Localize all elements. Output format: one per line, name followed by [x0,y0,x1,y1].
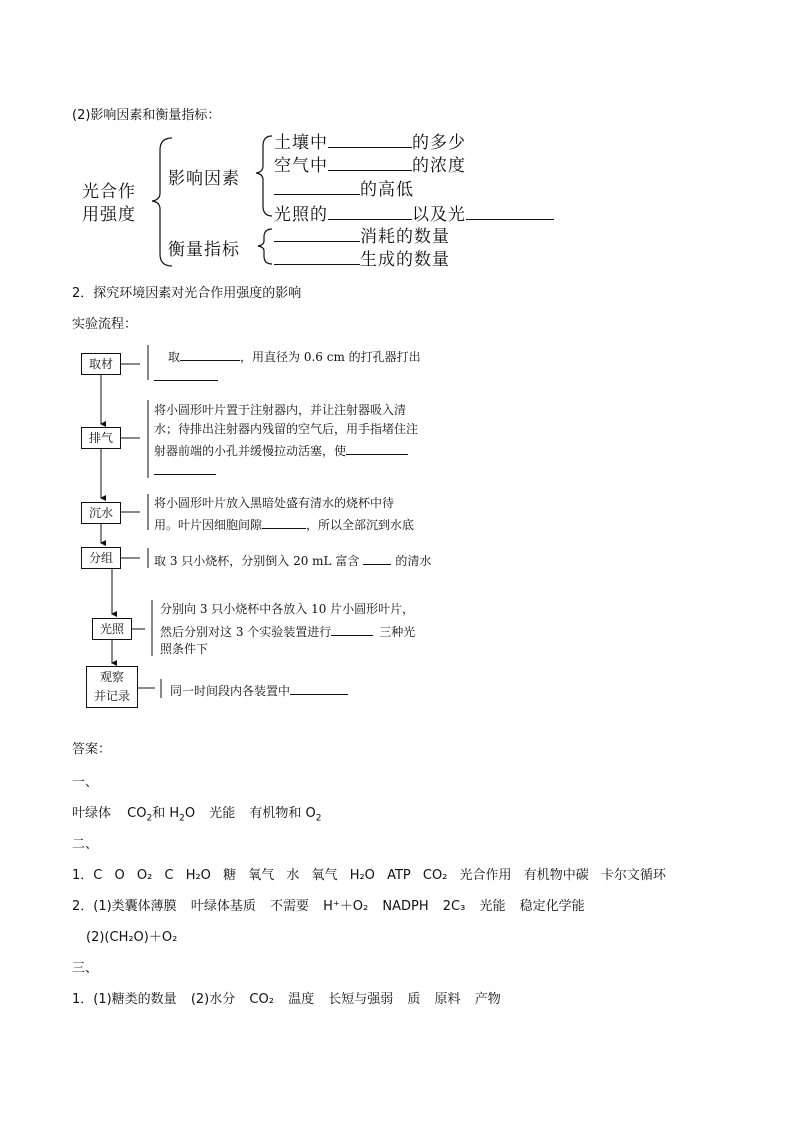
step-box-observe: 观察 并记录 [86,666,138,708]
blank[interactable] [363,550,391,565]
step2-line3: 射器前端的小孔并缓慢拉动活塞，使 [154,440,408,459]
answers-part3-line1: 1．(1)糖类的数量 (2)水分 CO₂ 温度 长短与强弱 质 原料 产物 [72,992,501,1007]
step-box-group: 分组 [81,547,121,569]
step-box-sampling: 取材 [81,353,121,375]
blank[interactable] [154,460,216,475]
blank[interactable] [290,680,348,695]
indicator-produced: 生成的数量 [274,245,450,270]
root-label-line1: 光合作 [82,182,136,202]
step2-line1: 将小圆形叶片置于注射器内，并让注射器吸入清 [154,403,407,417]
flow-label: 实验流程： [72,317,138,332]
experiment-heading: 2．探究环境因素对光合作用强度的影响 [72,286,302,301]
step6-text: 同一时间段内各装置中 [170,680,348,699]
answers-part3-label: 三、 [72,961,99,976]
section-heading: (2)影响因素和衡量指标： [72,108,221,123]
step5-line3: 照条件下 [160,642,209,656]
step2-blank-line4 [154,460,216,479]
factor-light: 光照的 以及光 [274,200,554,225]
answers-part2-line2: 2．(1)类囊体薄膜 叶绿体基质 不需要 H⁺＋O₂ NADPH 2C₃ 光能 稳定化学能 [72,899,585,914]
blank[interactable] [262,514,306,529]
blank[interactable] [331,621,373,636]
step3-line1: 将小圆形叶片放入黑暗处盛有清水的烧杯中待 [154,496,395,510]
step2-line2: 水；待排出注射器内残留的空气后，用手指堵住注 [154,422,419,436]
factor-air: 空气中 的浓度 [274,156,466,176]
factor-temperature: 的高低 [274,175,414,200]
answers-part2-line1: 1．C O O₂ C H₂O 糖 氧气 水 氧气 H₂O ATP CO₂ 光合作用 有机物中碳 卡尔文循环 [72,868,666,883]
step3-line2: 用。叶片因细胞间隙 ，所以全部沉到水底 [154,514,414,533]
indicator-consumed: 消耗的数量 [274,222,450,247]
answers-part1-line: 叶绿体 $CO_2$和 $H_2O$ 光能 有机物和 $O_2$ [72,806,322,824]
branch-indicators: 衡量指标 [168,240,240,260]
step-box-degas: 排气 [81,427,121,449]
root-label-line2: 用强度 [82,205,136,225]
step5-line1: 分别向 3 只小烧杯中各放入 10 片小圆形叶片， [160,602,415,616]
step4-text: 取 3 只小烧杯，分别倒入 20 mL 富含 的清水 [154,550,431,569]
answers-part2-label: 二、 [72,837,99,852]
blank[interactable] [154,366,218,381]
step1-blank-line2 [154,366,218,385]
answers-part2-line3: (2)(CH₂O)＋O₂ [86,930,178,945]
factor-soil: 土壤中 的多少 [274,133,466,153]
answers-part1-label: 一、 [72,775,99,790]
answers-title: 答案： [72,742,112,757]
blank[interactable] [180,346,240,361]
step5-line2: 然后分别对这 3 个实验装置进行 三种光 [160,621,415,640]
blank[interactable] [346,440,408,455]
step-box-sink: 沉水 [81,502,121,524]
step1-text: 取 ，用直径为 0.6 cm 的打孔器打出 [168,346,421,365]
step-box-light: 光照 [92,618,132,640]
branch-factors: 影响因素 [168,169,240,189]
